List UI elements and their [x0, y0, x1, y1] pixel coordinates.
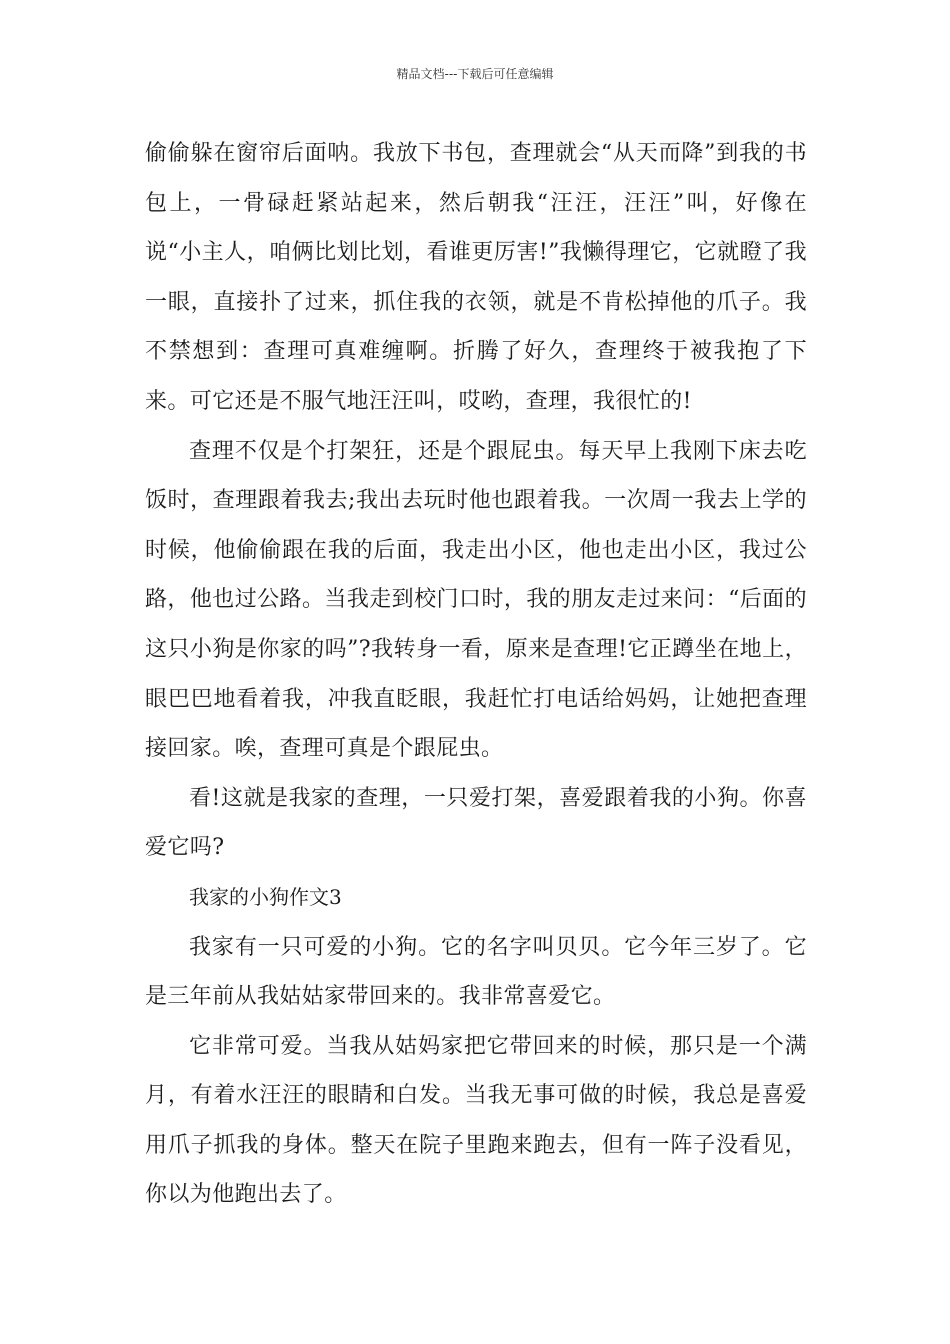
paragraph-continuation: 偷偷躲在窗帘后面呐。我放下书包，查理就会“从天而降”到我的书包上，一骨碌赶紧站起来，然后朝我“汪汪，汪汪”叫，好像在说“小主人，咱俩比划比划，看谁更厉害!”我懒得理它，它就瞪了我一眼，直接扑了过来，抓住我的衣领，就是不肯松掉他的爪子。我不禁想到：查理可真难缠啊。折腾了好久，查理终于被我抱了下来。可它还是不服气地汪汪叫，哎哟，查理，我很忙的!	[145, 141, 807, 414]
paragraph-follower: 查理不仅是个打架狂，还是个跟屁虫。每天早上我刚下床去吃饭时，查理跟着我去;我出去玩时他也跟着我。一次周一我去上学的时候，他偷偷跟在我的后面，我走出小区，他也走出小区，我过公路，他也过公路。当我走到校门口时，我的朋友走过来问：“后面的这只小狗是你家的吗”?我转身一看，原来是查理!它正蹲坐在地上，眼巴巴地看着我，冲我直眨眼，我赶忙打电话给妈妈，让她把查理接回家。唉，查理可真是个跟屁虫。	[145, 438, 807, 762]
essay-title: 我家的小狗作文3	[189, 884, 342, 909]
paragraph-conclusion: 看!这就是我家的查理，一只爱打架，喜爱跟着我的小狗。你喜爱它吗?	[145, 785, 807, 861]
paragraph-intro: 我家有一只可爱的小狗。它的名字叫贝贝。它今年三岁了。它是三年前从我姑姑家带回来的。我非常喜爱它。	[145, 934, 807, 1010]
document-body	[145, 129, 807, 1220]
paragraph-cute: 它非常可爱。当我从姑妈家把它带回来的时候，那只是一个满月，有着水汪汪的眼睛和白发。当我无事可做的时候，我总是喜爱用爪子抓我的身体。整天在院子里跑来跑去，但有一阵子没看见，你以为他跑出去了。	[145, 1033, 807, 1208]
page-header: 精品文档---下载后可任意编辑	[396, 67, 554, 81]
